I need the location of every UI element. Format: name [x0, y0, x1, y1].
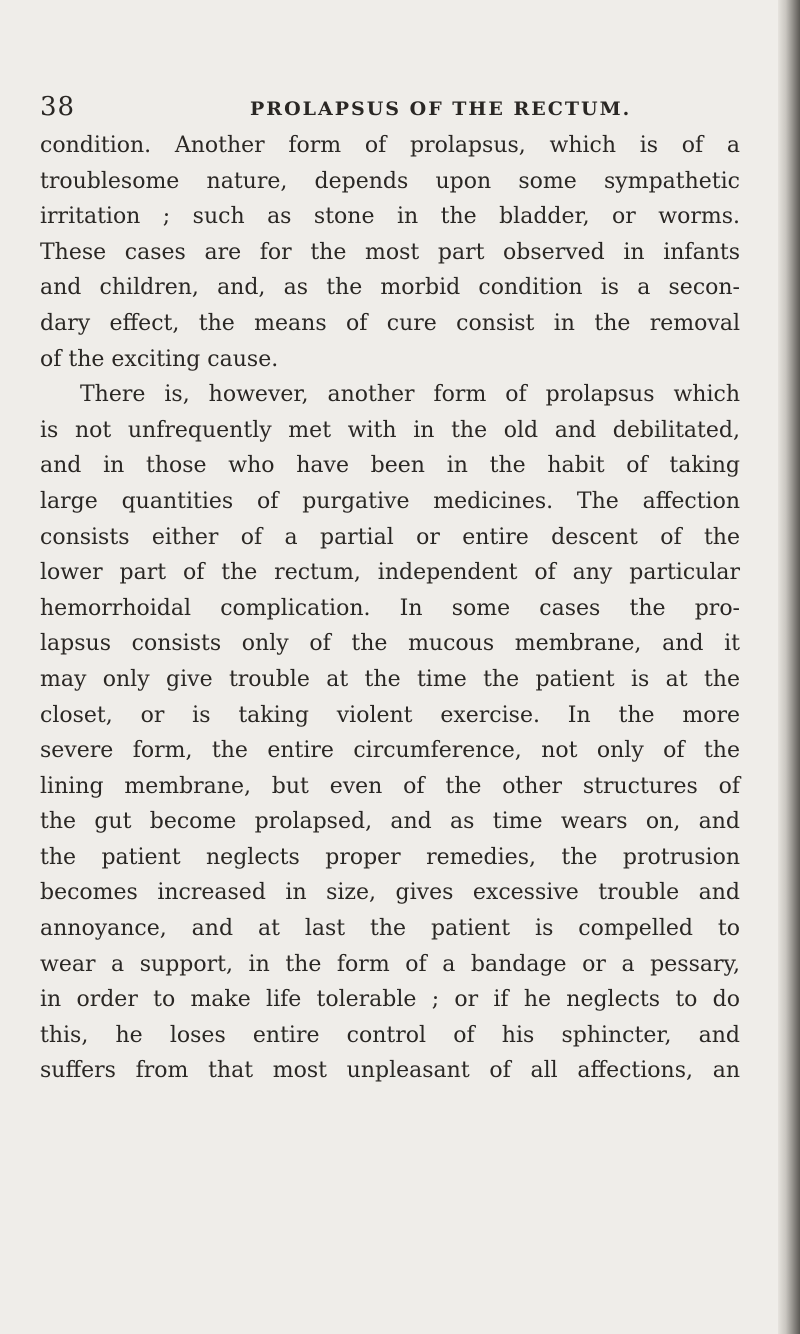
text-line: consists either of a partial or entire descent of the	[40, 524, 740, 550]
text-line: in order to make life tolerable ; or if he neglects to do	[40, 987, 740, 1013]
text-line: the patient neglects proper remedies, the protrusion	[40, 844, 740, 870]
text-line: troublesome nature, depends upon some sympathetic	[40, 168, 740, 194]
text-line: this, he loses entire control of his sphincter, and	[40, 1022, 740, 1048]
text-line: lower part of the rectum, independent of any particular	[40, 560, 740, 586]
text-line: condition. Another form of prolapsus, which is of a	[40, 133, 740, 158]
text-line: wear a support, in the form of a bandage or a pessary,	[40, 951, 740, 977]
text-line: the gut become prolapsed, and as time wears on, and	[40, 809, 740, 835]
running-head: PROLAPSUS OF THE RECTUM.	[250, 98, 632, 120]
text-line: becomes increased in size, gives excessive trouble and	[40, 880, 740, 906]
body-text	[40, 128, 740, 1089]
text-line: of the exciting cause.	[40, 346, 279, 372]
text-line: lining membrane, but even of the other structures of	[40, 773, 740, 799]
text-line: and in those who have been in the habit of taking	[40, 453, 740, 479]
text-line: severe form, the entire circumference, not only of the	[40, 738, 740, 764]
text-line: is not unfrequently met with in the old and debilitated,	[40, 417, 740, 443]
text-line: annoyance, and at last the patient is compelled to	[40, 916, 740, 942]
page-number: 38	[40, 92, 76, 122]
text-line: may only give trouble at the time the patient is at the	[40, 666, 740, 692]
text-line: suffers from that most unpleasant of all affections, an	[40, 1058, 740, 1084]
page-edge-shadow	[778, 0, 800, 1334]
text-line: closet, or is taking violent exercise. In the more	[40, 702, 740, 728]
paragraph-start-line: There is, however, another form of prolapsus which	[80, 382, 740, 408]
text-line: lapsus consists only of the mucous membrane, and it	[40, 631, 740, 657]
text-line: These cases are for the most part observed in infants	[40, 239, 740, 265]
text-line: and children, and, as the morbid condition is a secon-	[40, 275, 740, 301]
text-line: large quantities of purgative medicines. The affection	[40, 488, 740, 514]
page-header	[40, 92, 760, 122]
text-line: dary effect, the means of cure consist in the removal	[40, 310, 740, 336]
text-line: hemorrhoidal complication. In some cases the pro-	[40, 595, 740, 621]
text-line: irritation ; such as stone in the bladder, or worms.	[40, 204, 740, 230]
